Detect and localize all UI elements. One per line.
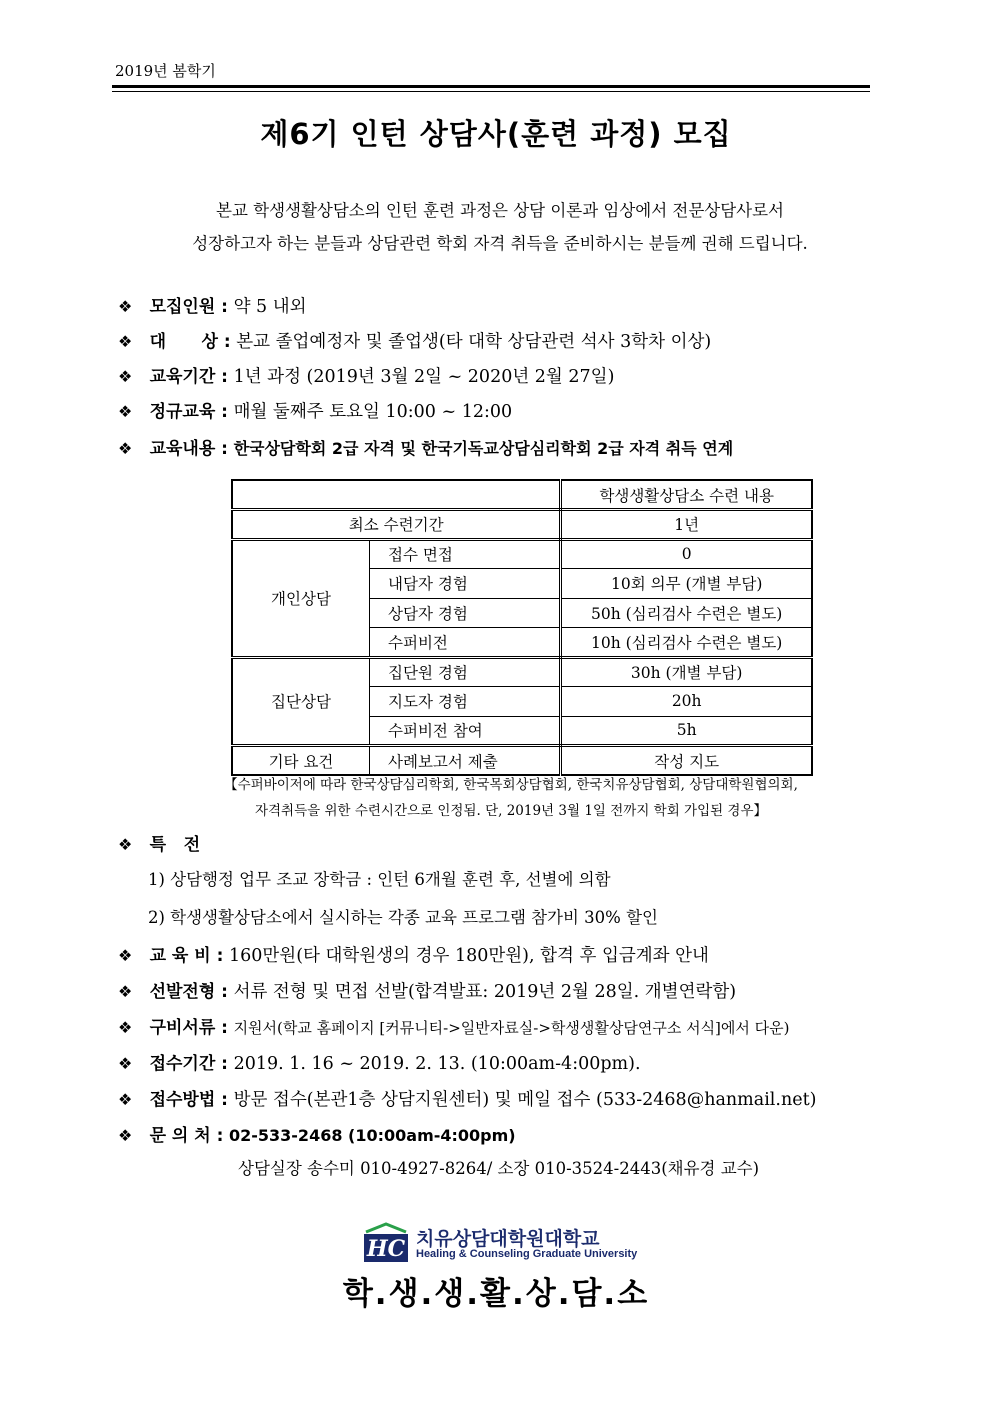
table-row-value: 작성 지도 (561, 746, 812, 776)
university-logo (362, 1222, 642, 1264)
table-note-line-2: 자격취득을 위한 수련시간으로 인정됨. 단, 2019년 3월 1일 전까지 학회 가입된 경우】 (254, 803, 768, 819)
bullet-application-method (118, 1085, 816, 1111)
bullet-label: 선발전형 : (149, 982, 228, 1002)
min-period-value: 1년 (561, 510, 812, 540)
benefit-item-1: 1) 상담행정 업무 조교 장학금 : 인턴 6개월 훈련 후, 선별에 의함 (148, 870, 611, 889)
bullet-label: 교육기간 : (149, 367, 228, 387)
table-row-item: 내담자 경험 (370, 569, 561, 599)
footer-title: 학.생.생.활.상.담.소 (342, 1276, 650, 1312)
page-title: 제6기 인턴 상담사(훈련 과정) 모집 (260, 117, 732, 151)
diamond-bullet-icon: ❖ (118, 1126, 133, 1145)
diamond-bullet-icon: ❖ (118, 1090, 133, 1109)
table-row-item: 수퍼비전 참여 (370, 716, 561, 746)
table-row-item: 집단원 경험 (370, 657, 561, 687)
bullet-label: 특 전 (149, 835, 201, 855)
table-header-empty (232, 480, 561, 510)
bullet-value: 방문 접수(본관1층 상담지원센터) 및 메일 접수 (533-2468@hanmail.net) (233, 1090, 817, 1110)
diamond-bullet-icon: ❖ (118, 946, 133, 965)
header-rule-thin (112, 91, 870, 92)
bullet-documents (118, 1013, 790, 1038)
diamond-bullet-icon: ❖ (118, 297, 133, 316)
diamond-bullet-icon: ❖ (118, 332, 133, 351)
table-row-value: 20h (561, 687, 812, 717)
bullet-value: 매월 둘째주 토요일 10:00 ~ 12:00 (233, 402, 513, 422)
bullet-recruit-count (118, 292, 307, 318)
bullet-label: 구비서류 : (149, 1018, 228, 1038)
bullet-value: 본교 졸업예정자 및 졸업생(타 대학 상담관련 석사 3학차 이상) (236, 332, 712, 352)
bullet-label: 대 상 : (149, 332, 231, 352)
hc-logo-icon (362, 1222, 410, 1264)
logo-name-ko: 치유상담대학원대학교 (416, 1228, 600, 1250)
bullet-label: 문 의 처 : (149, 1126, 224, 1146)
logo-mark-text: HC (366, 1236, 406, 1262)
bullet-value: 서류 전형 및 면접 선발(합격발표: 2019년 2월 28일. 개별연락함) (233, 982, 737, 1002)
table-row-value: 50h (심리검사 수련은 별도) (561, 598, 812, 628)
table-row-item: 접수 면접 (370, 539, 561, 569)
table-row-item: 지도자 경험 (370, 687, 561, 717)
bullet-label: 접수방법 : (149, 1090, 228, 1110)
bullet-application-period (118, 1049, 641, 1074)
table-row-value: 10회 의무 (개별 부담) (561, 569, 812, 599)
contact-persons: 상담실장 송수미 010-4927-8264/ 소장 010-3524-2443(채유경 교수) (238, 1159, 760, 1178)
table-row-value: 10h (심리검사 수련은 별도) (561, 628, 812, 658)
diamond-bullet-icon: ❖ (118, 835, 133, 854)
logo-name-en: Healing & Counseling Graduate University (416, 1248, 638, 1260)
group-individual: 개인상담 (232, 539, 370, 657)
bullet-value: 02-533-2468 (10:00am-4:00pm) (228, 1126, 516, 1145)
bullet-tuition (118, 941, 709, 967)
bullet-label: 모집인원 : (149, 297, 228, 317)
bullet-label: 정규교육 : (149, 402, 228, 422)
intro-line-2: 성장하고자 하는 분들과 상담관련 학회 자격 취득을 준비하시는 분들께 권해 드립니다. (192, 234, 808, 253)
group-other: 기타 요건 (232, 746, 370, 776)
bullet-label: 접수기간 : (149, 1054, 228, 1074)
bullet-label: 교 육 비 : (149, 946, 224, 966)
intro-line-1: 본교 학생생활상담소의 인턴 훈련 과정은 상담 이론과 임상에서 전문상담사로서 (216, 201, 784, 220)
bullet-content (118, 434, 733, 459)
table-row-item: 수퍼비전 (370, 628, 561, 658)
bullet-period (118, 362, 614, 388)
bullet-regular (118, 397, 512, 423)
bullet-value: 160만원(타 대학원생의 경우 180만원), 합격 후 입금계좌 안내 (228, 946, 709, 966)
term-label: 2019년 봄학기 (115, 62, 216, 80)
table-row-value: 0 (561, 539, 812, 569)
diamond-bullet-icon: ❖ (118, 367, 133, 386)
bullet-value: 약 5 내외 (233, 297, 307, 317)
bullet-benefits (118, 830, 200, 855)
bullet-target (118, 327, 711, 353)
table-row-value: 5h (561, 716, 812, 746)
bullet-value: 한국상담학회 2급 자격 및 한국기독교상담심리학회 2급 자격 취득 연계 (233, 439, 734, 458)
bullet-value: 1년 과정 (2019년 3월 2일 ~ 2020년 2월 27일) (233, 367, 615, 387)
bullet-value: 2019. 1. 16 ~ 2019. 2. 13. (10:00am-4:00pm). (233, 1054, 641, 1074)
bullet-selection (118, 977, 736, 1003)
bullet-value: 지원서(학교 홈페이지 [커뮤니티->일반자료실->학생생활상담연구소 서식]에서 다운) (233, 1019, 790, 1037)
training-table (231, 479, 813, 776)
table-row-item: 사례보고서 제출 (370, 746, 561, 776)
diamond-bullet-icon: ❖ (118, 1018, 133, 1037)
diamond-bullet-icon: ❖ (118, 982, 133, 1001)
diamond-bullet-icon: ❖ (118, 1054, 133, 1073)
table-row-value: 30h (개별 부담) (561, 657, 812, 687)
group-group-counsel: 집단상담 (232, 657, 370, 746)
benefit-item-2: 2) 학생생활상담소에서 실시하는 각종 교육 프로그램 참가비 30% 할인 (148, 908, 658, 927)
header-rule-thick (112, 85, 870, 88)
min-period-label: 최소 수련기간 (232, 510, 561, 540)
bullet-label: 교육내용 : (149, 439, 228, 459)
table-note-line-1: 【수퍼바이저에 따라 한국상담심리학회, 한국목회상담협회, 한국치유상담협회, 상담대학원협의회, (224, 777, 798, 793)
diamond-bullet-icon: ❖ (118, 439, 133, 458)
diamond-bullet-icon: ❖ (118, 402, 133, 421)
table-header: 학생생활상담소 수련 내용 (561, 480, 812, 510)
table-row-item: 상담자 경험 (370, 598, 561, 628)
bullet-inquiry (118, 1121, 516, 1146)
